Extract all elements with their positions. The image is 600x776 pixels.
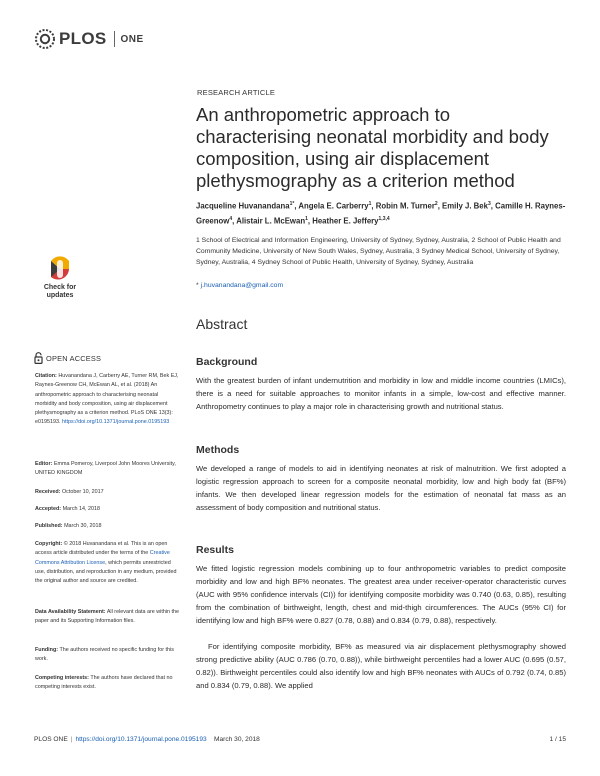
methods-text: We developed a range of models to aid in identifying neonates at risk of malnutrition. We first adopted a logistic regression approach to screen for a composite neonatal morbidity, low and high body fat (BF%) infants. We then developed linear regression models for the estimation of neonatal fat mass as an assessment of body composition and nutritional status. bbox=[196, 464, 566, 512]
author-name: Robin M. Turner bbox=[375, 201, 435, 211]
author-affiliation-number: 1,3,4 bbox=[378, 215, 390, 222]
brand-name: PLOS bbox=[59, 29, 107, 48]
citation-doi-link[interactable]: https://doi.org/10.1371/journal.pone.0195193 bbox=[61, 419, 170, 426]
abstract-heading: Abstract bbox=[196, 316, 248, 332]
footer-doi-link[interactable]: https://doi.org/10.1371/journal.pone.0195193 bbox=[75, 736, 207, 743]
published-label: Published: bbox=[35, 523, 63, 529]
page-number: 1 / 15 bbox=[549, 736, 566, 743]
results-heading: Results bbox=[196, 544, 234, 556]
author-name: Camille H. Raynes-Greenow bbox=[196, 201, 566, 226]
footer-left bbox=[34, 736, 260, 743]
journal-name: ONE bbox=[120, 33, 144, 45]
background-text: With the greatest burden of infant undernutrition and morbidity in low and middle income countries (LMICs), there is a need for suitable approaches to monitor infants in a simple, low-cost and effective manner. Anthropometry continues to play a major role in characterising growth and nutritional status. bbox=[196, 376, 566, 411]
article-title: An anthropometric approach to characterising neonatal morbidity and body composition, using air displacement plethysmography as a criterion method bbox=[196, 104, 549, 191]
author-name: Emily J. Bek bbox=[442, 201, 488, 211]
author-affiliation-number: 1 bbox=[305, 215, 308, 222]
affiliations bbox=[196, 235, 566, 269]
plos-one-logo[interactable] bbox=[34, 28, 144, 50]
background-heading: Background bbox=[196, 356, 258, 368]
citation-label: Citation: bbox=[35, 373, 57, 379]
editor-text: Emma Pomeroy, Liverpool John Moores University, UNITED KINGDOM bbox=[35, 461, 176, 477]
author-name: Heather E. Jeffery bbox=[312, 216, 379, 226]
open-access-label bbox=[34, 352, 101, 364]
author-affiliation-number: 3 bbox=[487, 201, 491, 207]
check-for-updates-label: Check for updates bbox=[43, 284, 77, 299]
affiliation-number: 1 bbox=[196, 237, 202, 244]
received-block bbox=[35, 488, 180, 497]
data-availability-label: Data Availability Statement: bbox=[35, 609, 106, 615]
author-name: Jacqueline Huvanandana bbox=[196, 201, 290, 211]
methods-heading: Methods bbox=[196, 444, 240, 456]
logo-divider bbox=[114, 31, 115, 47]
author-affiliation-number: 4 bbox=[229, 215, 233, 222]
results-text-continued: For identifying composite morbidity, BF% as measured via air displacement plethysmography showed strong predictive ability (AUC 0.786 (0.70, 0.88)), while birthweight percentiles had a lower AUC (0.695 (0.57, 0.82)). Birthweight percentiles could also identify low and high BF% neonates with AUCs of 0.792 (0.74, 0.85) and 0.834 (0.79, 0.88). We applied bbox=[196, 642, 566, 690]
plos-logo-icon bbox=[34, 28, 56, 50]
data-availability-text: All relevant data are within the paper and its Supporting Information files. bbox=[35, 609, 180, 625]
competing-interests-block bbox=[35, 674, 180, 693]
email-link[interactable]: j.huvanandana@gmail.com bbox=[200, 282, 284, 289]
affiliation-number: 2 bbox=[471, 237, 478, 244]
accepted-label: Accepted: bbox=[35, 506, 62, 512]
corresponding-email bbox=[196, 282, 283, 289]
affiliation-text: Sydney Medical School, University of Sydney, Sydney, Australia, bbox=[196, 248, 560, 267]
funding-text: The authors received no specific funding for this work. bbox=[35, 647, 174, 663]
article-type: RESEARCH ARTICLE bbox=[197, 88, 276, 97]
author-affiliation-number: 2 bbox=[434, 201, 438, 207]
author-affiliation-number: 1 bbox=[368, 201, 372, 207]
open-access-lock-icon bbox=[34, 352, 43, 364]
data-availability-block bbox=[35, 608, 180, 627]
received-label: Received: bbox=[35, 489, 61, 495]
funding-block bbox=[35, 646, 180, 665]
check-for-updates-icon bbox=[47, 256, 73, 282]
editor-label: Editor: bbox=[35, 461, 53, 467]
author-list: Jacqueline Huvanandana$^{1*}$, Angela E. Carberry$^1$, Robin M. Turner$^2$, Emily J. Bek$^3$, Camille H. Raynes-Greenow$^4$, Alistair L. McEwan$^1$, Heather E. Jeffery$^{1,3,4}$ bbox=[196, 201, 566, 226]
author-name: Alistair L. McEwan bbox=[236, 216, 306, 226]
footer-date: March 30, 2018 bbox=[214, 736, 260, 743]
author-name: Angela E. Carberry bbox=[298, 201, 369, 211]
accepted-block bbox=[35, 505, 180, 514]
accepted-date: March 14, 2018 bbox=[62, 506, 101, 512]
license-link[interactable]: Creative Commons Attribution License bbox=[35, 550, 170, 566]
open-access-text: OPEN ACCESS bbox=[46, 353, 102, 363]
affiliation-text: Sydney School of Public Health, University of Sydney, Sydney, Australia bbox=[257, 259, 474, 267]
footer-separator: | bbox=[70, 736, 73, 743]
competing-interests-text: The authors have declared that no competing interests exist. bbox=[35, 675, 173, 691]
citation-block bbox=[35, 372, 180, 428]
received-date: October 10, 2017 bbox=[61, 489, 104, 495]
results-text: We fitted logistic regression models combining up to four anthropometric variables to predict composite morbidity and low and high BF% neonates. The greatest area under receiver-operator characteristic curves (AUC with 95% confidence intervals (CI)) for identifying composite morbidity was 0.740 (0.63, 0.85), resulting from the combination of birthweight, length, chest and mid-thigh circumferences. The AUCs (95% CI) for identifying low and high BF% were 0.827 (0.78, 0.88) and 0.834 (0.79, 0.88), respectively. bbox=[196, 564, 566, 625]
affiliation-text: School of Public Health and Community Medicine, University of New South Wales, Sydney, Australia, bbox=[196, 237, 561, 256]
affiliation-number: 3 bbox=[415, 248, 422, 256]
editor-block bbox=[35, 460, 180, 479]
copyright-block bbox=[35, 540, 180, 586]
copyright-text: © 2018 Huvanandana et al. This is an open access article distributed under the terms of the bbox=[35, 541, 168, 557]
published-block bbox=[35, 522, 180, 531]
affiliation-number: 4 bbox=[251, 259, 258, 267]
page-footer bbox=[34, 736, 566, 748]
copyright-label: Copyright: bbox=[35, 541, 63, 547]
footer-journal: PLOS ONE bbox=[34, 736, 68, 743]
check-for-updates-badge[interactable] bbox=[36, 256, 84, 306]
published-date: March 30, 2018 bbox=[64, 523, 102, 529]
copyright-text-continued: , which permits unrestricted use, distribution, and reproduction in any medium, provided the original author and source are credited. bbox=[35, 559, 177, 585]
citation-text: Huvanandana J, Carberry AE, Turner RM, Bek EJ, Raynes-Greenow CH, McEwan AL, et al. (2018) An anthropometric approach to characterising neonatal morbidity and body composition, using air displacement plethysmography as a criterion method. PLoS ONE 13(3): e0195193. bbox=[35, 373, 179, 426]
funding-label: Funding: bbox=[35, 647, 59, 653]
author-affiliation-number: 1* bbox=[289, 201, 295, 207]
affiliation-text: School of Electrical and Information Engineering, University of Sydney, Sydney, Australia, bbox=[201, 237, 472, 244]
competing-interests-label: Competing interests: bbox=[35, 675, 89, 681]
corresponding-marker: * bbox=[196, 282, 199, 289]
